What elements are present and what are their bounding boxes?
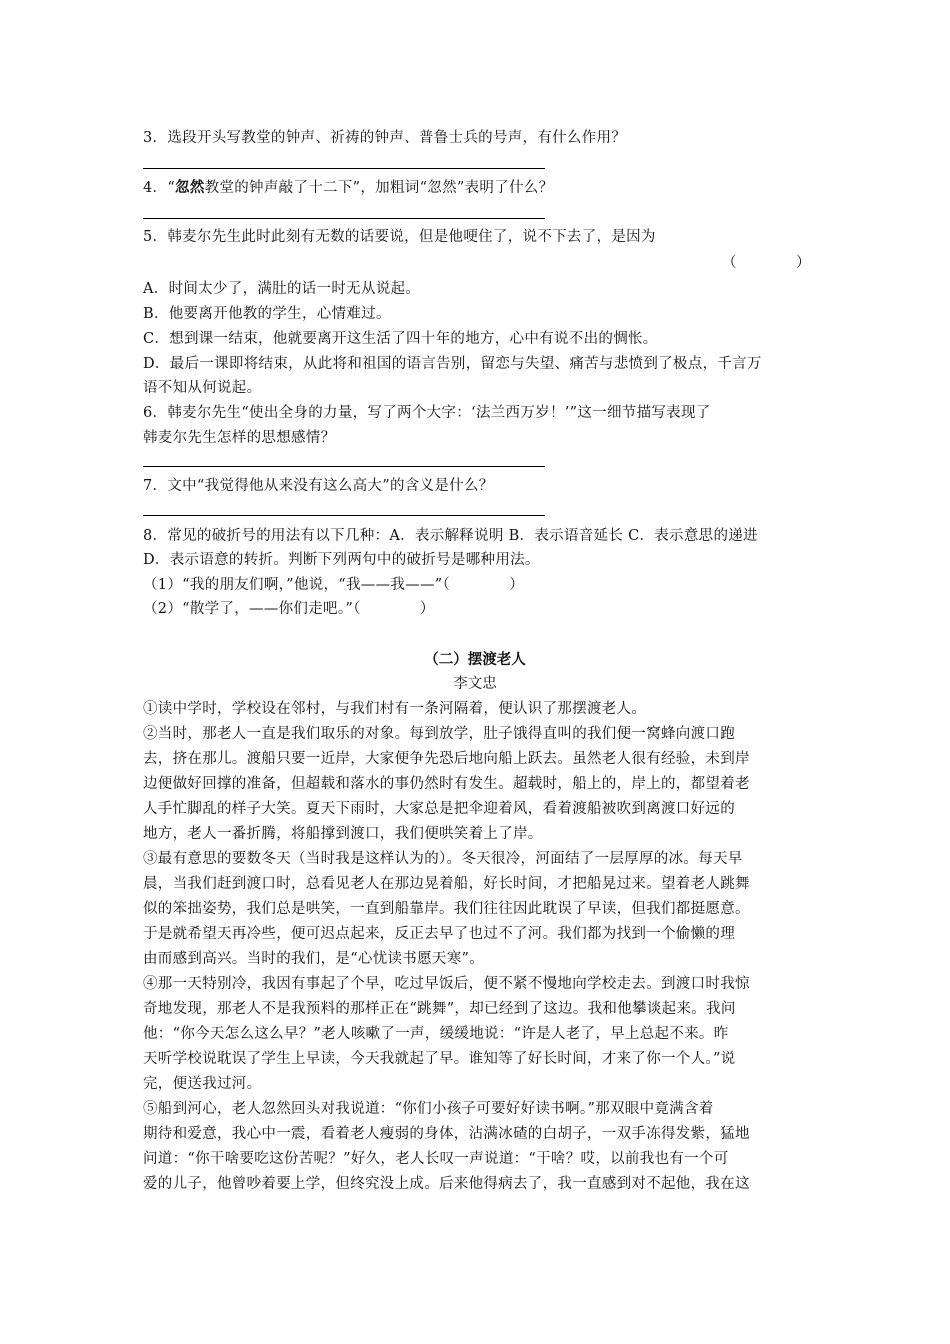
question-8-line-1: 8．常见的破折号的用法有以下几种：A．表示解释说明 B．表示语音延长 C．表示意思的递进 [143, 528, 758, 544]
passage-line: 爱的儿子，他曾吵着要上学，但终究没上成。后来他得病去了，我一直感到对不起他，我在这 [143, 1176, 750, 1192]
passage-line: 边便做好回撑的准备，但超载和落水的事仍然时有发生。超载时，船上的，岸上的，都望着老 [143, 776, 750, 792]
question-8-sentence-1: （1）“我的朋友们啊，”他说，“我——我——”（ ） [143, 577, 525, 593]
passage-line: 于是就希望天再冷些，便可迟点起来，反正去早了也过不了河。我们都为找到一个偷懒的理 [143, 926, 735, 942]
passage-line: 奇地发现，那老人不是我预料的那样正在“跳舞”，却已经到了这边。我和他攀谈起来。我问 [143, 1001, 736, 1017]
option-a: A．时间太少了，满肚的话一时无从说起。 [143, 281, 421, 297]
bold-word: 忽然 [175, 179, 205, 196]
question-4-prefix: 4．“ [143, 180, 176, 196]
question-6-line-2: 韩麦尔先生怎样的思想感情？ [143, 430, 336, 446]
passage-line: ②当时，那老人一直是我们取乐的对象。每到放学，肚子饿得直叫的我们便一窝蜂向渡口跑 [143, 726, 735, 742]
passage-line: 晨，当我们赶到渡口时，总看见老人在那边晃着船，好长时间，才把船晃过来。望着老人跳舞 [143, 876, 750, 892]
passage-line: ⑤船到河心，老人忽然回头对我说道：“你们小孩子可要好好读书啊。”那双眼中竟满含着 [143, 1101, 714, 1117]
answer-line-4[interactable] [143, 218, 545, 219]
option-d-line-2: 语不知从何说起。 [143, 380, 262, 396]
passage-line: ④那一天特别冷，我因有事起了个早，吃过早饭后，便不紧不慢地向学校走去。到渡口时我惊 [143, 976, 750, 992]
passage-line: 天听学校说耽误了学生上早读，今天我就起了早。谁知等了好长时间，才来了你一个人。”说 [143, 1051, 736, 1067]
answer-line-7[interactable] [143, 515, 545, 516]
passage-line: 由而感到高兴。当时的我们，是“心忧读书愿天寒”。 [143, 951, 485, 967]
question-8-sentence-2: （2）“散学了，——你们走吧。”（ ） [143, 601, 435, 617]
passage-line: 地方，老人一番折腾，将船撑到渡口，我们便哄笑着上了岸。 [143, 826, 543, 842]
question-4-rest: 教堂的钟声敲了十二下”，加粗词“忽然”表明了什么？ [204, 180, 554, 196]
question-5: 5．韩麦尔先生此时此刻有无数的话要说，但是他哽住了，说不下去了，是因为 [143, 229, 656, 245]
answer-line-3[interactable] [143, 168, 545, 169]
passage-line: 完，便送我过河。 [143, 1076, 262, 1092]
answer-blank-5[interactable]: （ ） [722, 255, 811, 271]
option-b: B．他要离开他教的学生，心情难过。 [143, 306, 391, 322]
question-6-line-1: 6．韩麦尔先生“使出全身的力量，写了两个大字：‘法兰西万岁！’”这一细节描写表现了 [143, 405, 711, 421]
passage-line: 人手忙脚乱的样子大笑。夏天下雨时，大家总是把伞迎着风，看着渡船被吹到离渡口好远的 [143, 801, 735, 817]
question-7: 7．文中“我觉得他从来没有这么高大”的含义是什么？ [143, 478, 494, 494]
answer-line-6[interactable] [143, 466, 545, 467]
passage-line: 期待和爱意，我心中一震，看着老人瘦弱的身体，沾满冰碴的白胡子，一双手冻得发紫，猛地 [143, 1126, 750, 1142]
passage-line: 问道：“你干啥要吃这份苦呢？”好久，老人长叹一声说道：“干啥？哎，以前我也有一个可 [143, 1151, 729, 1167]
passage-author: 李文忠 [453, 676, 497, 692]
option-c: C．想到课一结束，他就要离开这生活了四十年的地方，心中有说不出的惆怅。 [143, 331, 658, 347]
question-3: 3．选段开头写教堂的钟声、祈祷的钟声、普鲁士兵的号声，有什么作用？ [143, 130, 627, 146]
passage-line: 去，挤在那儿。渡船只要一近岸，大家便争先恐后地向船上跃去。虽然老人很有经验，未到岸 [143, 751, 750, 767]
passage-line: ①读中学时，学校设在邻村，与我们村有一条河隔着，便认识了那摆渡老人。 [143, 701, 647, 717]
passage-line: ③最有意思的要数冬天（当时我是这样认为的）。冬天很冷，河面结了一层厚厚的冰。每天早 [143, 851, 743, 867]
question-4 [143, 178, 553, 198]
passage-line: 似的笨拙姿势，我们总是哄笑，一直到船靠岸。我们往往因此耽误了早读，但我们都挺愿意。 [143, 901, 750, 917]
passage-line: 他：“你今天怎么这么早？”老人咳嗽了一声，缓缓地说：“许是人老了，早上总起不来。昨 [143, 1026, 729, 1042]
question-8-line-2: D．表示语意的转折。判断下列两句中的破折号是哪种用法。 [143, 552, 540, 568]
passage-title: （二）摆渡老人 [424, 651, 526, 668]
option-d-line-1: D．最后一课即将结束，从此将和祖国的语言告别，留恋与失望、痛苦与悲愤到了极点，千言万 [143, 356, 762, 372]
